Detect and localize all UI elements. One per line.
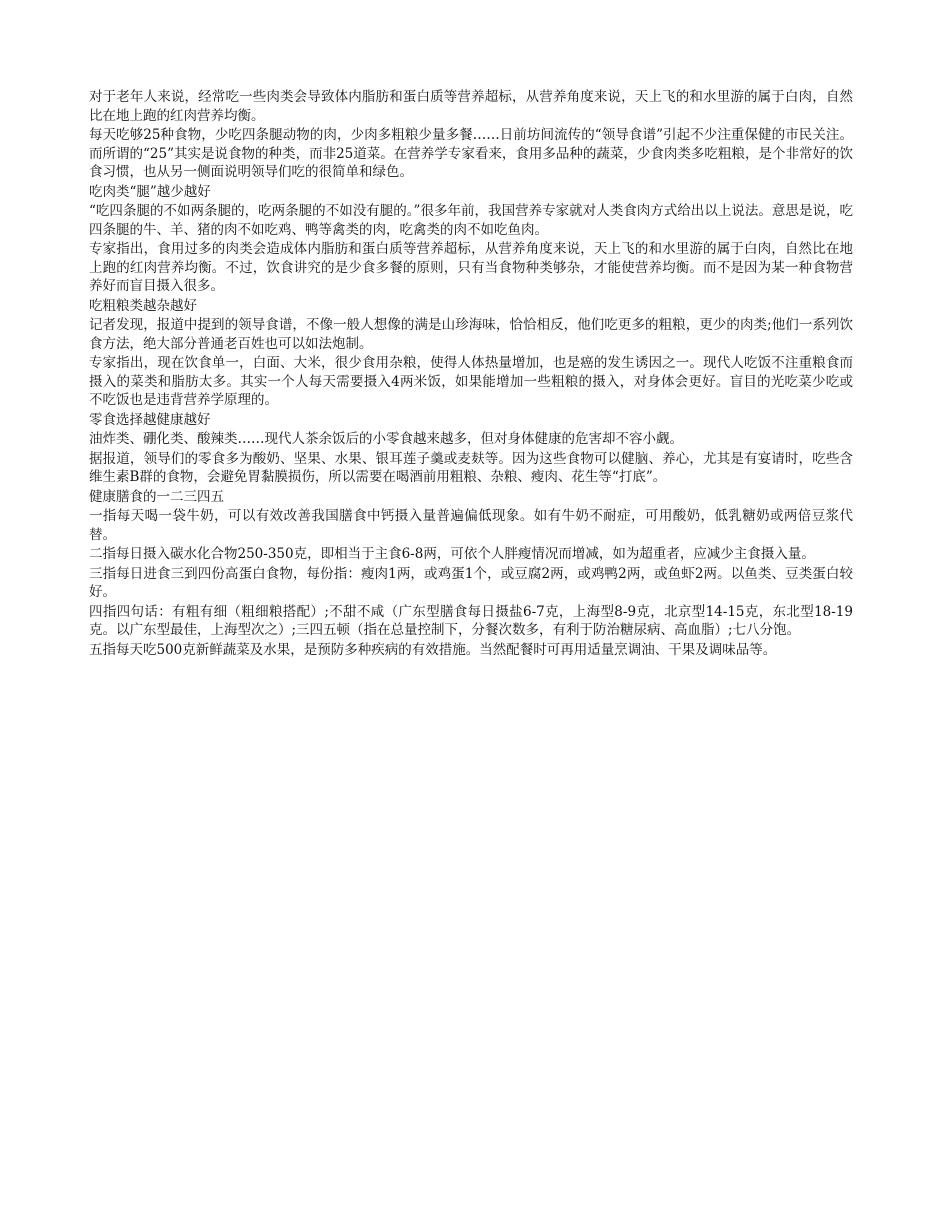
paragraph: 五指每天吃500克新鲜蔬菜及水果，是预防多种疾病的有效措施。当然配餐时可再用适量烹调油、干果及调味品等。 [89,641,777,658]
paragraph: 油炸类、硼化类、酸辣类……现代人茶余饭后的小零食越来越多，但对身体健康的危害却不容小觑。 [89,431,683,447]
paragraph: 三指每日进食三到四份高蛋白食物，每份指：瘦肉1两，或鸡蛋1个，或豆腐2两，或鸡鸭2两，或鱼虾2两。以鱼类、豆类蛋白较好。 [89,565,853,600]
paragraph: 一指每天喝一袋牛奶，可以有效改善我国膳食中钙摄入量普遍偏低现象。如有牛奶不耐症，可用酸奶，低乳糖奶或两倍豆浆代替。 [89,508,853,543]
section-heading: 吃肉类“腿”越少越好 [89,183,211,200]
section-heading: 吃粗粮类越杂越好 [89,297,197,314]
paragraph: 二指每日摄入碳水化合物250-350克，即相当于主食6-8两，可依个人胖瘦情况而增减，如为超重者，应减少主食摄入量。 [89,546,815,562]
section-heading: 健康膳食的一二三四五 [89,488,224,505]
paragraph: 专家指出，现在饮食单一，白面、大米，很少食用杂粮，使得人体热量增加，也是癌的发生诱因之一。现代人吃饭不注重粮食而摄入的菜类和脂肪太多。其实一个人每天需要摄入4两米饭，如果能增加一些粗粮的摄入，对身体会更好。盲目的光吃菜少吃或不吃饭也是违背营养学原理的。 [89,355,853,408]
paragraph: 据报道，领导们的零食多为酸奶、坚果、水果、银耳莲子羹或麦麸等。因为这些食物可以健脑、养心，尤其是有宴请时，吃些含维生素B群的食物，会避免胃黏膜损伤，所以需要在喝酒前用粗粮、杂粮、瘦肉、花生等“打底”。 [89,450,853,485]
paragraph: “吃四条腿的不如两条腿的，吃两条腿的不如没有腿的。”很多年前，我国营养专家就对人类食肉方式给出以上说法。意思是说，吃四条腿的牛、羊、猪的肉不如吃鸡、鸭等禽类的肉，吃禽类的肉不如吃鱼肉。 [89,203,853,238]
paragraph: 记者发现，报道中提到的领导食谱，不像一般人想像的满是山珍海味，恰恰相反，他们吃更多的粗粮，更少的肉类;他们一系列饮食方法，绝大部分普通老百姓也可以如法炮制。 [89,317,853,352]
section-heading: 零食选择越健康越好 [89,411,211,428]
paragraph: 四指四句话：有粗有细（粗细粮搭配）;不甜不咸（广东型膳食每日摄盐6-7克，上海型8-9克，北京型14-15克，东北型18-19克。以广东型最佳，上海型次之）;三四五顿（指在总量控制下，分餐次数多，有利于防治糖尿病、高血脂）;七八分饱。 [89,603,853,638]
article-body [89,88,853,660]
paragraph: 每天吃够25种食物，少吃四条腿动物的肉，少肉多粗粮少量多餐……日前坊间流传的“领导食谱”引起不少注重保健的市民关注。而所谓的“25”其实是说食物的种类，而非25道菜。在营养学专家看来，食用多品种的蔬菜，少食肉类多吃粗粮，是个非常好的饮食习惯，也从另一侧面说明领导们吃的很简单和绿色。 [89,127,853,180]
paragraph: 专家指出，食用过多的肉类会造成体内脂肪和蛋白质等营养超标，从营养角度来说，天上飞的和水里游的属于白肉，自然比在地上跑的红肉营养均衡。不过，饮食讲究的是少食多餐的原则，只有当食物种类够杂，才能使营养均衡。而不是因为某一种食物营养好而盲目摄入很多。 [89,241,853,294]
paragraph: 对于老年人来说，经常吃一些肉类会导致体内脂肪和蛋白质等营养超标，从营养角度来说，天上飞的和水里游的属于白肉，自然比在地上跑的红肉营养均衡。 [89,89,853,124]
